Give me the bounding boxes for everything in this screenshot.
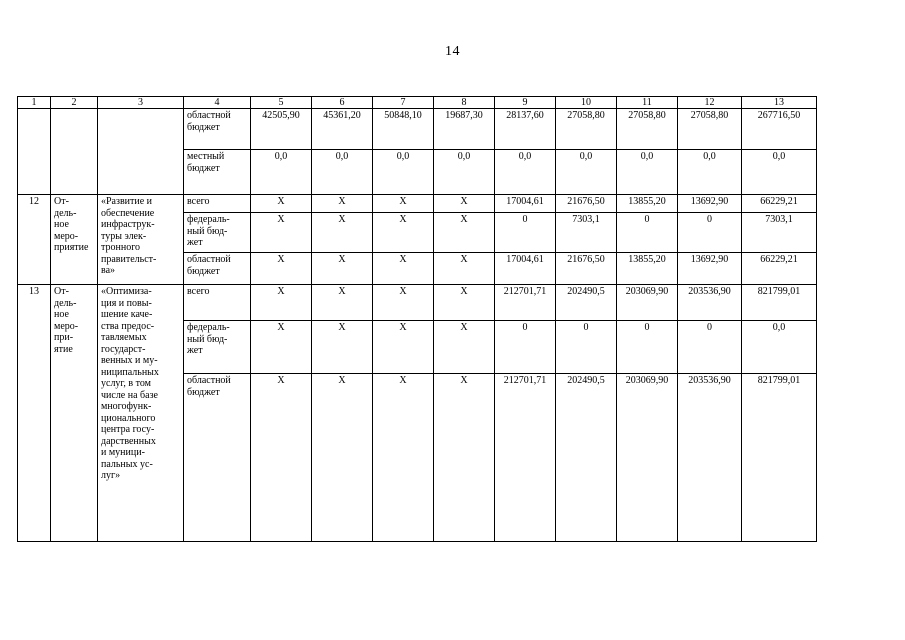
name-cell: «Оптимиза- ция и повы- шение каче- ства предос- тавляемых государст- венных и му- ниципальных услуг, в том числе на базе многофунк- ционального центра госу- дарственных и муници- пальных ус- луг» — [98, 285, 184, 542]
value-cell: 27058,80 — [678, 109, 742, 150]
funding-source: всего — [184, 285, 251, 321]
column-number: 13 — [742, 97, 817, 109]
table-row — [18, 285, 817, 321]
index-cell: 13 — [18, 285, 51, 542]
value-cell: 45361,20 — [312, 109, 373, 150]
funding-source: всего — [184, 195, 251, 213]
value-cell: 27058,80 — [556, 109, 617, 150]
value-cell: 7303,1 — [742, 213, 817, 253]
type-cell — [51, 109, 98, 195]
value-cell: 0 — [678, 321, 742, 374]
page-number: 14 — [445, 44, 460, 59]
value-cell: 50848,10 — [373, 109, 434, 150]
value-cell: 0 — [495, 213, 556, 253]
funding-source: федераль- ный бюд- жет — [184, 321, 251, 374]
value-cell: 0,0 — [495, 150, 556, 195]
column-number: 12 — [678, 97, 742, 109]
value-cell: X — [434, 285, 495, 321]
value-cell: 0,0 — [434, 150, 495, 195]
value-cell: 66229,21 — [742, 253, 817, 285]
value-cell: X — [373, 321, 434, 374]
value-cell: 202490,5 — [556, 285, 617, 321]
value-cell: 821799,01 — [742, 374, 817, 542]
value-cell: X — [312, 285, 373, 321]
value-cell: 0,0 — [556, 150, 617, 195]
value-cell: 17004,61 — [495, 195, 556, 213]
value-cell: X — [251, 195, 312, 213]
value-cell: 66229,21 — [742, 195, 817, 213]
value-cell: 13855,20 — [617, 253, 678, 285]
value-cell: 13692,90 — [678, 195, 742, 213]
value-cell: X — [373, 253, 434, 285]
value-cell: X — [434, 321, 495, 374]
value-cell: 0,0 — [251, 150, 312, 195]
value-cell: 212701,71 — [495, 374, 556, 542]
value-cell: X — [251, 213, 312, 253]
value-cell: 27058,80 — [617, 109, 678, 150]
column-number: 2 — [51, 97, 98, 109]
budget-table — [17, 96, 817, 542]
funding-source: местный бюджет — [184, 150, 251, 195]
column-number: 4 — [184, 97, 251, 109]
index-cell — [18, 109, 51, 195]
name-cell: «Развитие и обеспечение инфраструк- туры элек- тронного правительст- ва» — [98, 195, 184, 285]
value-cell: X — [251, 374, 312, 542]
value-cell: 0 — [617, 321, 678, 374]
value-cell: 13855,20 — [617, 195, 678, 213]
value-cell: 17004,61 — [495, 253, 556, 285]
column-number: 1 — [18, 97, 51, 109]
value-cell: 42505,90 — [251, 109, 312, 150]
value-cell: X — [373, 195, 434, 213]
value-cell: 0 — [617, 213, 678, 253]
column-number: 9 — [495, 97, 556, 109]
table-row — [18, 195, 817, 213]
value-cell: X — [312, 213, 373, 253]
value-cell: X — [312, 321, 373, 374]
value-cell: 21676,50 — [556, 253, 617, 285]
column-number: 5 — [251, 97, 312, 109]
value-cell: 267716,50 — [742, 109, 817, 150]
column-number: 11 — [617, 97, 678, 109]
value-cell: X — [312, 253, 373, 285]
funding-source: областной бюджет — [184, 374, 251, 542]
value-cell: 203536,90 — [678, 285, 742, 321]
column-number: 3 — [98, 97, 184, 109]
column-number: 10 — [556, 97, 617, 109]
value-cell: X — [373, 374, 434, 542]
value-cell: 13692,90 — [678, 253, 742, 285]
value-cell: 21676,50 — [556, 195, 617, 213]
value-cell: X — [251, 285, 312, 321]
value-cell: X — [434, 195, 495, 213]
value-cell: 0,0 — [742, 150, 817, 195]
value-cell: 0 — [495, 321, 556, 374]
table-row — [18, 109, 817, 150]
column-number: 6 — [312, 97, 373, 109]
value-cell: X — [373, 213, 434, 253]
column-number-row — [18, 97, 817, 109]
value-cell: 0 — [678, 213, 742, 253]
value-cell: X — [434, 253, 495, 285]
value-cell: 821799,01 — [742, 285, 817, 321]
value-cell: 0,0 — [678, 150, 742, 195]
value-cell: 203069,90 — [617, 285, 678, 321]
value-cell: X — [251, 253, 312, 285]
column-number: 7 — [373, 97, 434, 109]
value-cell: 203536,90 — [678, 374, 742, 542]
funding-source: федераль- ный бюд- жет — [184, 213, 251, 253]
value-cell: 202490,5 — [556, 374, 617, 542]
value-cell: 28137,60 — [495, 109, 556, 150]
value-cell: 7303,1 — [556, 213, 617, 253]
value-cell: X — [251, 321, 312, 374]
value-cell: 0,0 — [373, 150, 434, 195]
type-cell: От- дель- ное меро- приятие — [51, 195, 98, 285]
value-cell: X — [373, 285, 434, 321]
value-cell: 203069,90 — [617, 374, 678, 542]
funding-source: областной бюджет — [184, 109, 251, 150]
value-cell: 0 — [556, 321, 617, 374]
value-cell: 0,0 — [742, 321, 817, 374]
value-cell: 0,0 — [312, 150, 373, 195]
name-cell — [98, 109, 184, 195]
value-cell: 0,0 — [617, 150, 678, 195]
value-cell: X — [434, 213, 495, 253]
value-cell: X — [434, 374, 495, 542]
funding-source: областной бюджет — [184, 253, 251, 285]
column-number: 8 — [434, 97, 495, 109]
value-cell: X — [312, 374, 373, 542]
index-cell: 12 — [18, 195, 51, 285]
value-cell: X — [312, 195, 373, 213]
type-cell: От- дель- ное меро- при- ятие — [51, 285, 98, 542]
value-cell: 212701,71 — [495, 285, 556, 321]
value-cell: 19687,30 — [434, 109, 495, 150]
